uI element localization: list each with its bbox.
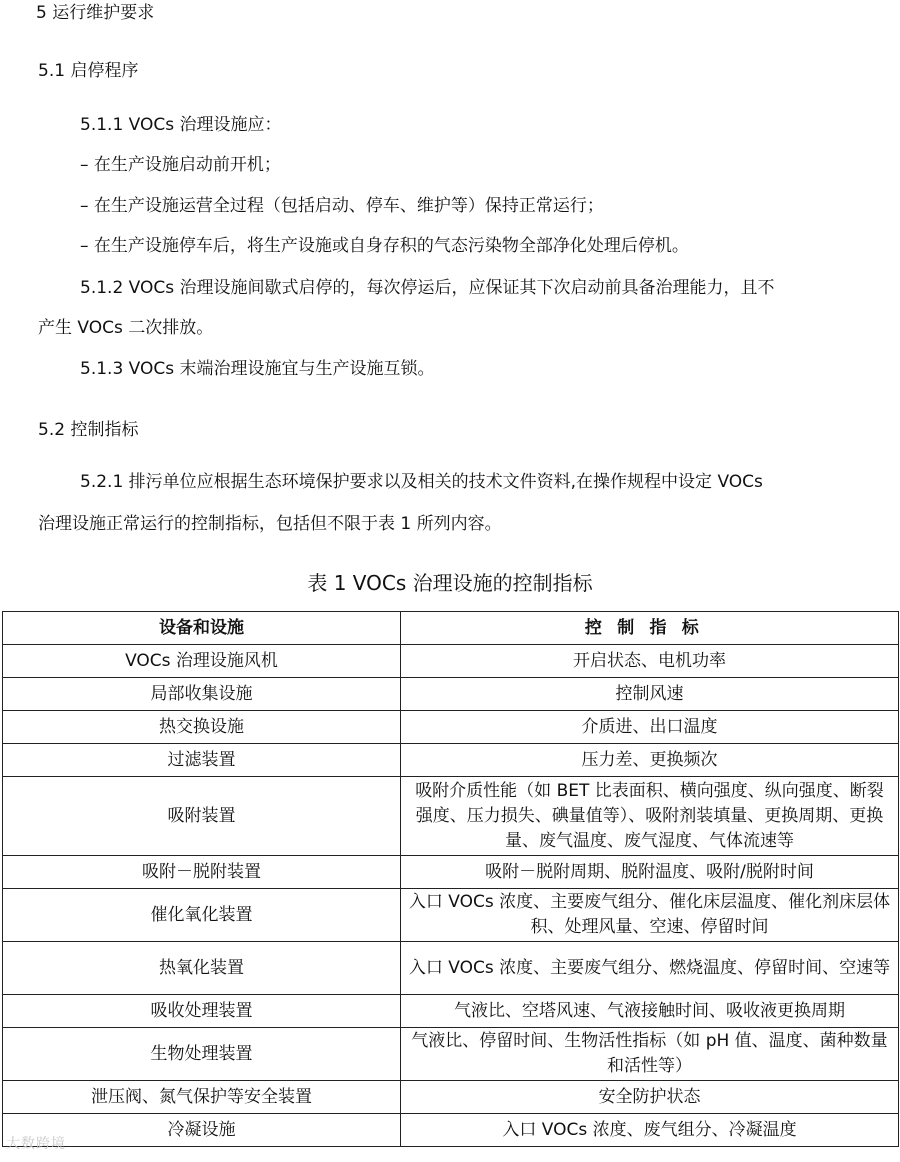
table-row — [3, 678, 899, 711]
device-cell: 局部收集设施 — [3, 678, 401, 711]
table-row — [3, 645, 899, 678]
table-row — [3, 1028, 899, 1081]
indicator-cell: 介质进、出口温度 — [401, 711, 899, 744]
table-row — [3, 942, 899, 995]
device-cell: 冷凝设施 — [3, 1114, 401, 1147]
indicator-cell: 吸附－脱附周期、脱附温度、吸附/脱附时间 — [401, 856, 899, 889]
indicator-cell: 气液比、空塔风速、气液接触时间、吸收液更换周期 — [401, 995, 899, 1028]
table-caption: 表 1 VOCs 治理设施的控制指标 — [307, 571, 593, 595]
device-cell: 催化氧化装置 — [3, 889, 401, 942]
device-cell: 吸附－脱附装置 — [3, 856, 401, 889]
table-row — [3, 711, 899, 744]
device-cell: 泄压阀、氮气保护等安全装置 — [3, 1081, 401, 1114]
table-row — [3, 1114, 899, 1147]
table-row — [3, 995, 899, 1028]
clause-5-2-1-line-1: 5.2.1 排污单位应根据生态环境保护要求以及相关的技术文件资料,在操作规程中设定 VOCs — [80, 472, 763, 492]
indicator-cell: 控制风速 — [401, 678, 899, 711]
table-row — [3, 889, 899, 942]
device-cell: 吸附装置 — [3, 777, 401, 856]
device-cell: 热交换设施 — [3, 711, 401, 744]
device-cell: 过滤装置 — [3, 744, 401, 777]
header-device: 设备和设施 — [3, 612, 401, 645]
device-cell: 生物处理装置 — [3, 1028, 401, 1081]
clause-5-1-1-intro: 5.1.1 VOCs 治理设施应： — [80, 115, 282, 135]
header-indicator: 控制指标 — [401, 612, 899, 645]
section-5-2-title: 5.2 控制指标 — [38, 420, 139, 440]
clause-5-1-1-item-3: – 在生产设施停车后，将生产设施或自身存积的气态污染物全部净化处理后停机。 — [80, 236, 689, 256]
table-row — [3, 1081, 899, 1114]
device-cell: 吸收处理装置 — [3, 995, 401, 1028]
table-header-row — [3, 612, 899, 645]
table-row — [3, 856, 899, 889]
indicator-cell: 入口 VOCs 浓度、主要废气组分、催化床层温度、催化剂床层体积、处理风量、空速、停留时间 — [401, 889, 899, 942]
watermark: 大数跨境 — [6, 1136, 66, 1152]
indicator-cell: 入口 VOCs 浓度、主要废气组分、燃烧温度、停留时间、空速等 — [401, 942, 899, 995]
clause-5-1-2-line-1: 5.1.2 VOCs 治理设施间歇式启停的，每次停运后，应保证其下次启动前具备治理能力，且不 — [80, 278, 775, 298]
clause-5-2-1-line-2: 治理设施正常运行的控制指标，包括但不限于表 1 所列内容。 — [38, 514, 502, 534]
device-cell: 热氧化装置 — [3, 942, 401, 995]
clause-5-1-3: 5.1.3 VOCs 末端治理设施宜与生产设施互锁。 — [80, 359, 435, 379]
section-5-1-title: 5.1 启停程序 — [38, 61, 139, 81]
clause-5-1-1-item-2: – 在生产设施运营全过程（包括启动、停车、维护等）保持正常运行； — [80, 196, 604, 216]
clause-5-1-2-line-2: 产生 VOCs 二次排放。 — [38, 318, 214, 338]
device-cell: VOCs 治理设施风机 — [3, 645, 401, 678]
table-row — [3, 744, 899, 777]
section-5-title: 5 运行维护要求 — [36, 3, 155, 23]
indicator-cell: 入口 VOCs 浓度、废气组分、冷凝温度 — [401, 1114, 899, 1147]
indicator-cell: 吸附介质性能（如 BET 比表面积、横向强度、纵向强度、断裂强度、压力损失、碘量值等）、吸附剂装填量、更换周期、更换量、废气温度、废气湿度、气体流速等 — [401, 777, 899, 856]
control-indicator-table — [2, 611, 899, 1147]
indicator-cell: 气液比、停留时间、生物活性指标（如 pH 值、温度、菌种数量和活性等） — [401, 1028, 899, 1081]
clause-5-1-1-item-1: – 在生产设施启动前开机； — [80, 155, 281, 175]
table-row — [3, 777, 899, 856]
indicator-cell: 安全防护状态 — [401, 1081, 899, 1114]
indicator-cell: 开启状态、电机功率 — [401, 645, 899, 678]
indicator-cell: 压力差、更换频次 — [401, 744, 899, 777]
